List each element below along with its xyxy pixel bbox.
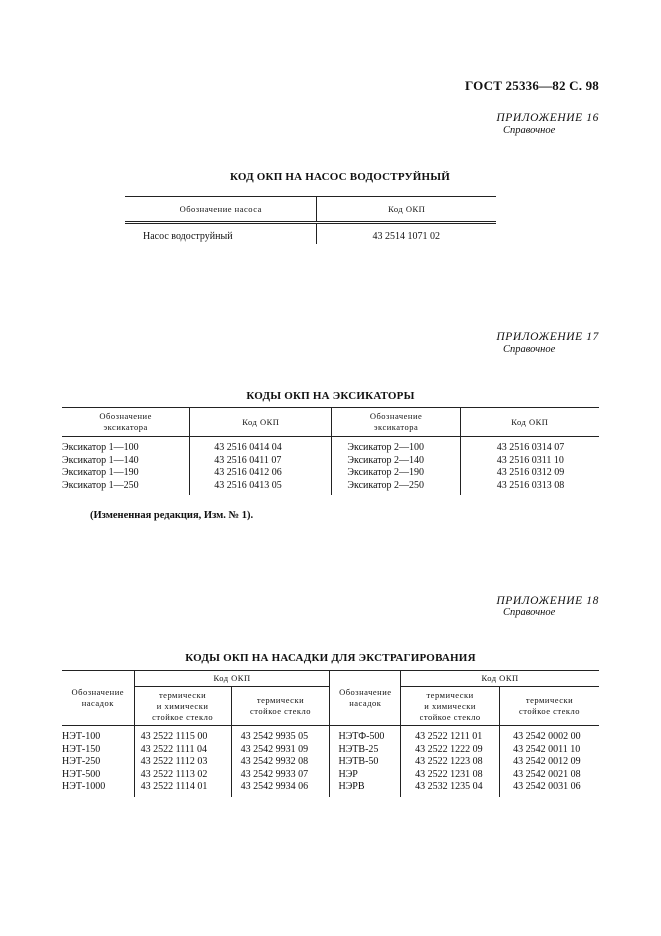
column-header-code-right: Код ОКП bbox=[460, 408, 599, 437]
header-line: Обозначение bbox=[339, 687, 392, 697]
desiccator-names-left: Эксикатор 1—100 Эксикатор 1—140 Эксикатор 1—190 Эксикатор 1—250 bbox=[62, 442, 139, 491]
appendix-17-heading: КОДЫ ОКП НА ЭКСИКАТОРЫ bbox=[246, 390, 415, 402]
column-header-code: Код ОКП bbox=[317, 197, 496, 223]
header-line: насадок bbox=[349, 698, 382, 708]
column-header-code-left: Код ОКП bbox=[190, 408, 332, 437]
pump-name-cell: Насос водоструйный bbox=[143, 231, 233, 242]
appendix-16-subtitle: Справочное bbox=[503, 125, 556, 136]
header-line: термически bbox=[158, 689, 207, 700]
nozzle-codes-thermal-left: 43 2542 9935 05 43 2542 9931 09 43 2542 9932 08 43 2542 9933 07 43 2542 9934 06 bbox=[231, 726, 330, 797]
desiccator-names-right: Эксикатор 2—100 Эксикатор 2—140 Эксикатор 2—190 Эксикатор 2—250 bbox=[332, 437, 460, 496]
appendix-18-heading: КОДЫ ОКП НА НАСАДКИ ДЛЯ ЭКСТРАГИРОВАНИЯ bbox=[185, 652, 476, 664]
table-header-row bbox=[62, 671, 599, 687]
header-line: эксикатора bbox=[103, 422, 148, 432]
header-line: Обозначение bbox=[369, 411, 423, 421]
column-header-name: Обозначение насоса bbox=[125, 197, 317, 223]
appendix-16-title: ПРИЛОЖЕНИЕ 16 bbox=[496, 112, 599, 124]
header-line: эксикатора bbox=[373, 422, 419, 432]
header-line: и химически bbox=[424, 700, 476, 711]
appendix-18-title: ПРИЛОЖЕНИЕ 18 bbox=[496, 595, 599, 607]
extraction-nozzle-code-table bbox=[62, 670, 599, 797]
column-header-name-right bbox=[330, 671, 401, 726]
table-row bbox=[62, 726, 599, 797]
subheader-thermal-right bbox=[500, 687, 599, 726]
desiccator-codes-left: 43 2516 0414 04 43 2516 0411 07 43 2516 0412 06 43 2516 0413 05 bbox=[190, 437, 332, 496]
header-line: стойкое стекло bbox=[519, 706, 581, 716]
header-line: насадок bbox=[81, 698, 114, 708]
nozzle-names-left: НЭТ-100 НЭТ-150 НЭТ-250 НЭТ-500 НЭТ-1000 bbox=[62, 731, 106, 792]
header-line: термически bbox=[256, 695, 305, 705]
column-header-name-left bbox=[62, 408, 190, 437]
header-line: термически bbox=[525, 695, 574, 705]
nozzle-codes-chem-left: 43 2522 1115 00 43 2522 1111 04 43 2522 1112 03 43 2522 1113 02 43 2522 1114 01 bbox=[134, 726, 231, 797]
nozzle-names-right: НЭТФ-500 НЭТВ-25 НЭТВ-50 НЭР НЭРВ bbox=[330, 726, 401, 797]
desiccator-codes-right: 43 2516 0314 07 43 2516 0311 10 43 2516 0312 09 43 2516 0313 08 bbox=[460, 437, 599, 496]
header-line: стойкое стекло bbox=[419, 711, 481, 722]
table-header-row bbox=[62, 408, 599, 437]
header-line: и химически bbox=[156, 700, 209, 711]
desiccator-code-table bbox=[62, 407, 599, 495]
table-row bbox=[125, 223, 496, 244]
appendix-18-subtitle: Справочное bbox=[503, 607, 556, 618]
table-row bbox=[62, 437, 599, 496]
column-header-code-right: Код ОКП bbox=[401, 671, 599, 687]
nozzle-codes-chem-right: 43 2522 1211 01 43 2522 1222 09 43 2522 1223 08 43 2522 1231 08 43 2532 1235 04 bbox=[401, 726, 500, 797]
column-header-name-right bbox=[332, 408, 460, 437]
subheader-thermal-left bbox=[231, 687, 330, 726]
table-header-row bbox=[125, 197, 496, 223]
header-line: термически bbox=[426, 689, 474, 700]
header-line: Обозначение bbox=[71, 687, 125, 697]
appendix-16-heading: КОД ОКП НА НАСОС ВОДОСТРУЙНЫЙ bbox=[229, 171, 451, 183]
nozzle-codes-thermal-right: 43 2542 0002 00 43 2542 0011 10 43 2542 0012 09 43 2542 0021 08 43 2542 0031 06 bbox=[500, 726, 599, 797]
pump-code-table bbox=[125, 196, 496, 244]
amendment-note: (Измененная редакция, Изм. № 1). bbox=[90, 510, 254, 521]
column-header-name-left bbox=[62, 671, 134, 726]
header-line: стойкое стекло bbox=[250, 706, 312, 716]
appendix-17-title: ПРИЛОЖЕНИЕ 17 bbox=[496, 331, 599, 343]
header-line: Обозначение bbox=[99, 411, 152, 421]
column-header-code-left: Код ОКП bbox=[134, 671, 330, 687]
subheader-chem-resistant-right bbox=[401, 687, 500, 726]
appendix-17-subtitle: Справочное bbox=[503, 344, 556, 355]
page-header: ГОСТ 25336—82 С. 98 bbox=[465, 78, 599, 93]
pump-code-cell: 43 2514 1071 02 bbox=[317, 223, 496, 244]
header-line: стойкое стекло bbox=[152, 711, 214, 722]
subheader-chem-resistant-left bbox=[134, 687, 231, 726]
